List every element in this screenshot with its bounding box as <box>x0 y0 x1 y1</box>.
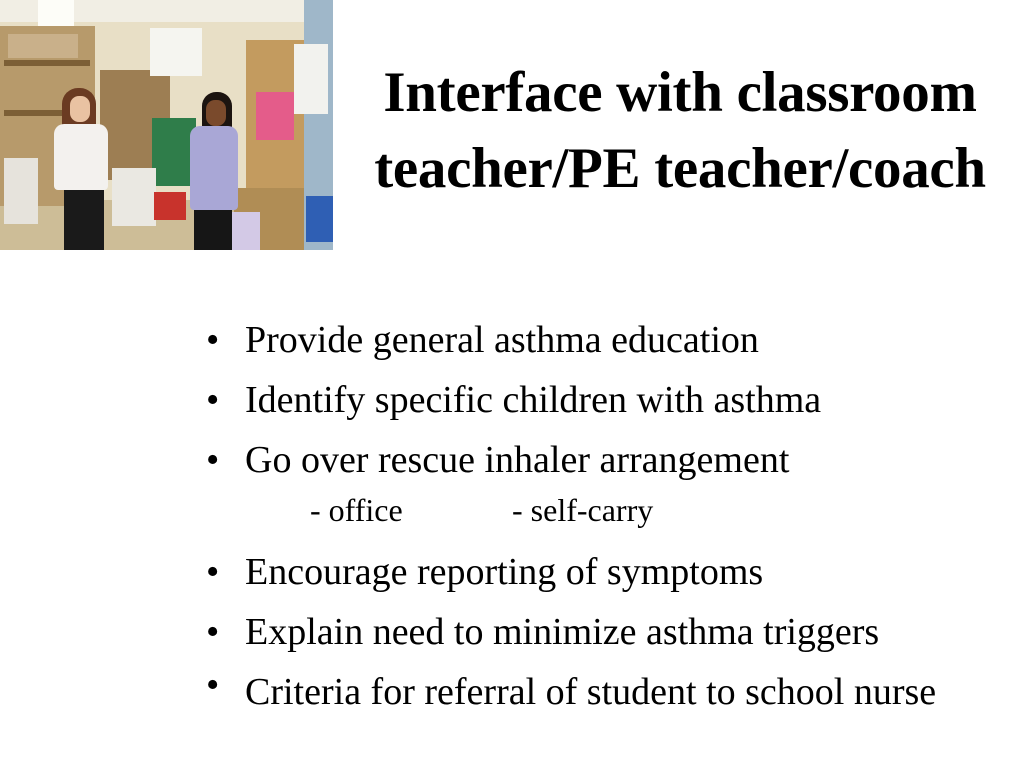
bullet-item <box>204 662 1019 715</box>
classroom-photo <box>0 0 333 250</box>
sub-item-row <box>204 490 1019 542</box>
bullet-text: Encourage reporting of symptoms <box>245 551 764 593</box>
bullet-text: Go over rescue inhaler arrangement <box>245 439 790 481</box>
bullet-text: Provide general asthma education <box>245 319 759 361</box>
blue-bin <box>306 196 333 242</box>
bullet-text: Explain need to minimize asthma triggers <box>245 611 880 653</box>
person-left-legs <box>64 186 104 250</box>
storage-boxes <box>8 34 78 58</box>
wall-board <box>150 28 202 76</box>
person-right-legs <box>194 206 232 250</box>
bullet-text: Identify specific children with asthma <box>245 379 822 421</box>
bullet-list <box>204 310 1019 715</box>
number-chart <box>232 212 260 250</box>
bullet-item <box>204 370 1019 430</box>
person-right-body <box>190 126 238 210</box>
slide-title <box>336 55 1024 207</box>
bullet-dot-icon: • <box>206 439 220 481</box>
bullet-dot-icon: • <box>206 551 220 593</box>
person-left-body <box>54 124 108 190</box>
bullet-dot-icon: • <box>206 379 220 421</box>
slide-title-line-2: teacher/PE teacher/coach <box>374 137 986 200</box>
welcome-poster <box>256 92 294 140</box>
person-right-face <box>206 100 226 126</box>
rolling-cart <box>112 168 156 226</box>
wall-poster <box>294 44 328 114</box>
bullet-item <box>204 542 1019 602</box>
sub-item-self-carry: - self-carry <box>512 492 654 528</box>
sub-item-office: - office <box>310 492 403 528</box>
bullet-text: Criteria for referral of student to school nurse <box>245 671 937 713</box>
person-left-face <box>70 96 90 122</box>
bullet-dot-icon: • <box>206 611 220 653</box>
bullet-item <box>204 430 1019 490</box>
bullet-item <box>204 310 1019 370</box>
shelf-plank <box>4 60 90 66</box>
red-bin <box>154 192 186 220</box>
bullet-dot-icon: • <box>206 664 220 706</box>
slide-title-line-1: Interface with classroom <box>383 61 977 124</box>
bullet-item <box>204 602 1019 662</box>
bullet-dot-icon: • <box>206 319 220 361</box>
cart <box>4 158 38 224</box>
